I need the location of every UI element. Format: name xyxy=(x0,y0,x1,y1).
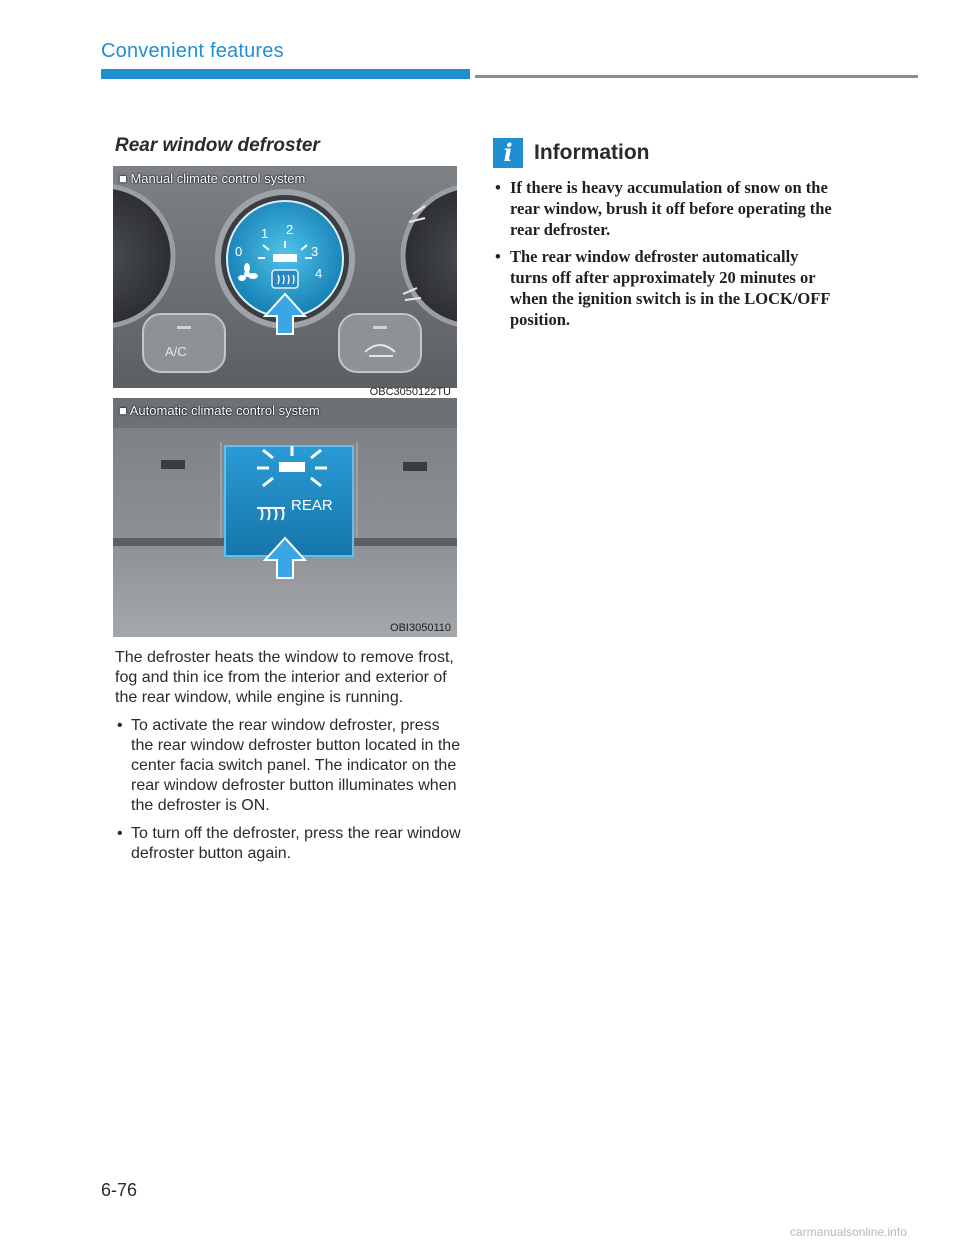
dial-number-1: 1 xyxy=(261,226,269,241)
watermark: carmanualsonline.info xyxy=(790,1225,907,1239)
dial-number-2: 2 xyxy=(286,222,294,237)
page-number: 6-76 xyxy=(101,1180,138,1200)
section-title: Rear window defroster xyxy=(115,135,320,156)
header-rule-grey xyxy=(475,75,918,78)
figure-code: OBI3050110 xyxy=(390,622,451,634)
figure-automatic-climate-control xyxy=(113,398,457,637)
figure-caption: ■ Automatic climate control system xyxy=(119,403,320,418)
dial-number-4: 4 xyxy=(315,266,323,281)
intro-paragraph: The defroster heats the window to remove frost, fog and thin ice from the interior and exterior of the rear window, while engine is running. xyxy=(115,649,454,706)
body-text xyxy=(115,648,465,872)
manual-climate-illustration xyxy=(113,166,457,398)
ac-button-label: A/C xyxy=(165,344,187,359)
information-header xyxy=(493,138,650,168)
indicator-slot-right xyxy=(403,462,427,471)
recirculation-button[interactable] xyxy=(339,314,421,372)
automatic-climate-illustration xyxy=(113,398,457,637)
header-section-title: Convenient features xyxy=(101,40,284,62)
ac-button[interactable] xyxy=(143,314,225,372)
figure-manual-climate-control xyxy=(113,166,457,398)
information-list xyxy=(493,177,833,336)
figure-caption: ■ Manual climate control system xyxy=(119,171,306,186)
rear-button-label: REAR xyxy=(291,497,333,514)
instruction-list xyxy=(115,716,465,864)
indicator-slot-left xyxy=(161,460,185,469)
information-icon: i xyxy=(493,138,523,168)
dial-number-3: 3 xyxy=(311,244,319,259)
information-title: Information xyxy=(534,141,650,164)
list-item: • To turn off the defroster, press the rear window defroster button again. xyxy=(115,824,465,864)
dial-number-0: 0 xyxy=(235,244,243,259)
list-item: • The rear window defroster automatically turns off after approximately 20 minutes or when the ignition switch is in the LOCK/OFF position. xyxy=(493,246,833,330)
list-item: • To activate the rear window defroster, press the rear window defroster button located in the center facia switch panel. The indicator on the rear window defroster button illuminates when the defroster is ON. xyxy=(115,716,465,816)
list-item: • If there is heavy accumulation of snow on the rear window, brush it off before operating the rear defroster. xyxy=(493,177,833,240)
figure-code: OBC3050122TU xyxy=(369,386,451,398)
header-rule-accent xyxy=(101,69,470,79)
